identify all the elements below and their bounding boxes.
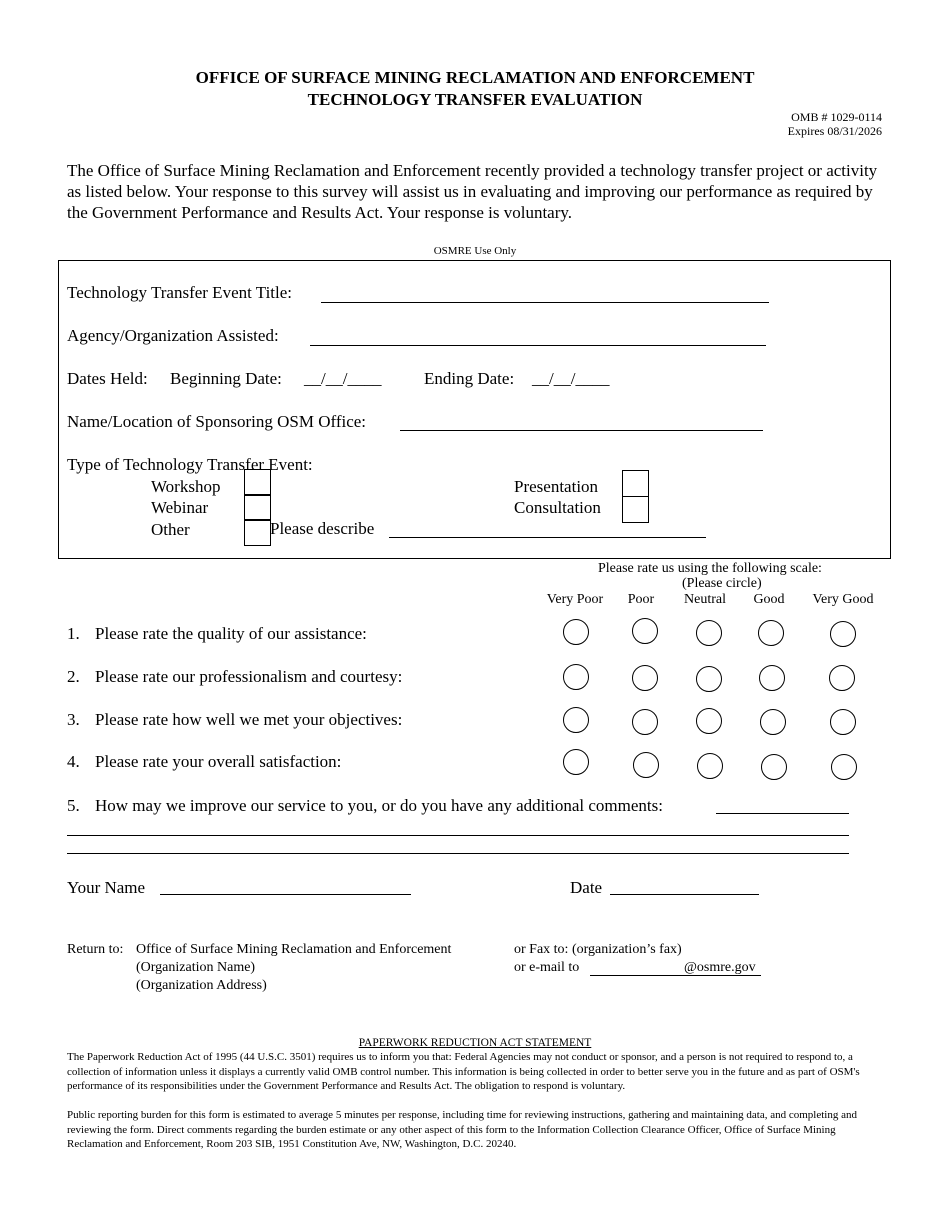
email-domain: @osmre.gov bbox=[684, 960, 756, 975]
question-4-number: 4. bbox=[67, 752, 80, 771]
event-title-label: Technology Transfer Event Title: bbox=[67, 283, 293, 302]
return-organization-address: (Organization Address) bbox=[136, 978, 267, 993]
q2-very-good-circle[interactable] bbox=[829, 665, 855, 691]
q2-good-circle[interactable] bbox=[759, 665, 785, 691]
omb-expiration: Expires 08/31/2026 bbox=[787, 124, 882, 138]
question-3-text: Please rate how well we met your objectives: bbox=[95, 710, 403, 729]
osmre-use-only-caption: OSMRE Use Only bbox=[433, 245, 517, 257]
other-description-field[interactable] bbox=[389, 521, 706, 538]
beginning-date-label: Beginning Date: bbox=[170, 369, 282, 388]
q4-very-poor-circle[interactable] bbox=[563, 749, 589, 775]
question-3-number: 3. bbox=[67, 710, 80, 729]
return-office-name: Office of Surface Mining Reclamation and Enforcement bbox=[136, 942, 452, 957]
q2-very-poor-circle[interactable] bbox=[563, 664, 589, 690]
q1-poor-circle[interactable] bbox=[632, 618, 658, 644]
intro-paragraph: The Office of Surface Mining Reclamation and Enforcement recently provided a technology transfer project or activity as listed below. Your response to this survey will assist us in evaluating and improving our performance as required by the Government Performance and Results Act. Your response is voluntary. bbox=[67, 161, 878, 222]
fax-line: or Fax to: (organization’s fax) bbox=[514, 942, 682, 957]
q1-neutral-circle[interactable] bbox=[696, 620, 722, 646]
q3-neutral-circle[interactable] bbox=[696, 708, 722, 734]
q3-very-poor-circle[interactable] bbox=[563, 707, 589, 733]
q1-good-circle[interactable] bbox=[758, 620, 784, 646]
agency-label: Agency/Organization Assisted: bbox=[67, 326, 279, 345]
scale-neutral: Neutral bbox=[684, 592, 726, 607]
webinar-checkbox[interactable] bbox=[244, 494, 271, 521]
scale-good: Good bbox=[753, 592, 785, 607]
webinar-label: Webinar bbox=[151, 498, 209, 517]
q2-neutral-circle[interactable] bbox=[696, 666, 722, 692]
omb-number: OMB # 1029-0114 bbox=[791, 110, 882, 124]
question-5-number: 5. bbox=[67, 796, 80, 815]
paperwork-paragraph-2: Public reporting burden for this form is estimated to average 5 minutes per response, including time for reviewing instructions, gathering and maintaining data, and completing and reviewing the form. Direct comments regarding the burden estimate or any other aspect of this form to the Information Collection Clearance Officer, Office of Surface Mining Reclamation and Enforcement, Room 203 SIB, 1951 Constitution Ave, NW, Washington, D.C. 20240. bbox=[67, 1109, 857, 1150]
sponsor-office-field[interactable] bbox=[400, 414, 763, 431]
presentation-label: Presentation bbox=[514, 477, 599, 496]
your-name-label: Your Name bbox=[67, 878, 146, 897]
question-1-number: 1. bbox=[67, 624, 80, 643]
event-title-field[interactable] bbox=[321, 286, 769, 303]
agency-field[interactable] bbox=[310, 329, 766, 346]
please-describe-label: Please describe bbox=[270, 519, 375, 538]
email-prefix: or e-mail to bbox=[514, 960, 580, 975]
q4-good-circle[interactable] bbox=[761, 754, 787, 780]
dates-held-label: Dates Held: bbox=[67, 369, 148, 388]
other-checkbox[interactable] bbox=[244, 519, 271, 546]
date-field[interactable] bbox=[610, 878, 759, 895]
paperwork-paragraph-1: The Paperwork Reduction Act of 1995 (44 U.S.C. 3501) requires us to inform you that: Federal Agencies may not conduct or sponsor, and a person is not required to respond to, a collection of information unless it displays a currently valid OMB control number. This information is being collected in order to better serve you in the future and as part of OSM's performance of its responsibilities under the Government Performance and Results Act. The obligation to respond is voluntary. bbox=[67, 1051, 860, 1092]
date-label: Date bbox=[570, 878, 603, 897]
ending-date-field[interactable]: __/__/____ bbox=[532, 369, 610, 388]
question-2-text: Please rate our professionalism and courtesy: bbox=[95, 667, 403, 686]
q4-poor-circle[interactable] bbox=[633, 752, 659, 778]
scale-poor: Poor bbox=[627, 592, 655, 607]
return-to-label: Return to: bbox=[67, 942, 124, 957]
return-organization-name: (Organization Name) bbox=[136, 960, 256, 975]
q3-good-circle[interactable] bbox=[760, 709, 786, 735]
paperwork-heading: PAPERWORK REDUCTION ACT STATEMENT bbox=[358, 1037, 592, 1049]
q1-very-poor-circle[interactable] bbox=[563, 619, 589, 645]
sponsor-office-label: Name/Location of Sponsoring OSM Office: bbox=[67, 412, 367, 431]
q4-very-good-circle[interactable] bbox=[831, 754, 857, 780]
q3-poor-circle[interactable] bbox=[632, 709, 658, 735]
q3-very-good-circle[interactable] bbox=[830, 709, 856, 735]
rating-instruction: Please rate us using the following scale: bbox=[598, 561, 822, 576]
question-1-text: Please rate the quality of our assistance: bbox=[95, 624, 367, 643]
comments-field-line-3[interactable] bbox=[67, 837, 849, 854]
question-5-text: How may we improve our service to you, or do you have any additional comments: bbox=[95, 796, 663, 815]
comments-field-line-1[interactable] bbox=[716, 797, 849, 814]
form-title-line2: TECHNOLOGY TRANSFER EVALUATION bbox=[307, 90, 643, 109]
consultation-label: Consultation bbox=[514, 498, 601, 517]
q1-very-good-circle[interactable] bbox=[830, 621, 856, 647]
comments-field-line-2[interactable] bbox=[67, 819, 849, 836]
ending-date-label: Ending Date: bbox=[424, 369, 515, 388]
presentation-checkbox[interactable] bbox=[622, 470, 649, 497]
scale-very-poor: Very Poor bbox=[546, 592, 604, 607]
beginning-date-field[interactable]: __/__/____ bbox=[304, 369, 382, 388]
workshop-checkbox[interactable] bbox=[244, 469, 271, 496]
q4-neutral-circle[interactable] bbox=[697, 753, 723, 779]
other-label: Other bbox=[151, 520, 190, 539]
question-2-number: 2. bbox=[67, 667, 80, 686]
consultation-checkbox[interactable] bbox=[622, 496, 649, 523]
q2-poor-circle[interactable] bbox=[632, 665, 658, 691]
workshop-label: Workshop bbox=[151, 477, 221, 496]
your-name-field[interactable] bbox=[160, 878, 411, 895]
scale-very-good: Very Good bbox=[812, 592, 874, 607]
please-circle-note: (Please circle) bbox=[682, 576, 762, 591]
question-4-text: Please rate your overall satisfaction: bbox=[95, 752, 342, 771]
form-title-line1: OFFICE OF SURFACE MINING RECLAMATION AND ENFORCEMENT bbox=[195, 68, 755, 87]
event-type-label: Type of Technology Transfer Event: bbox=[67, 455, 313, 474]
